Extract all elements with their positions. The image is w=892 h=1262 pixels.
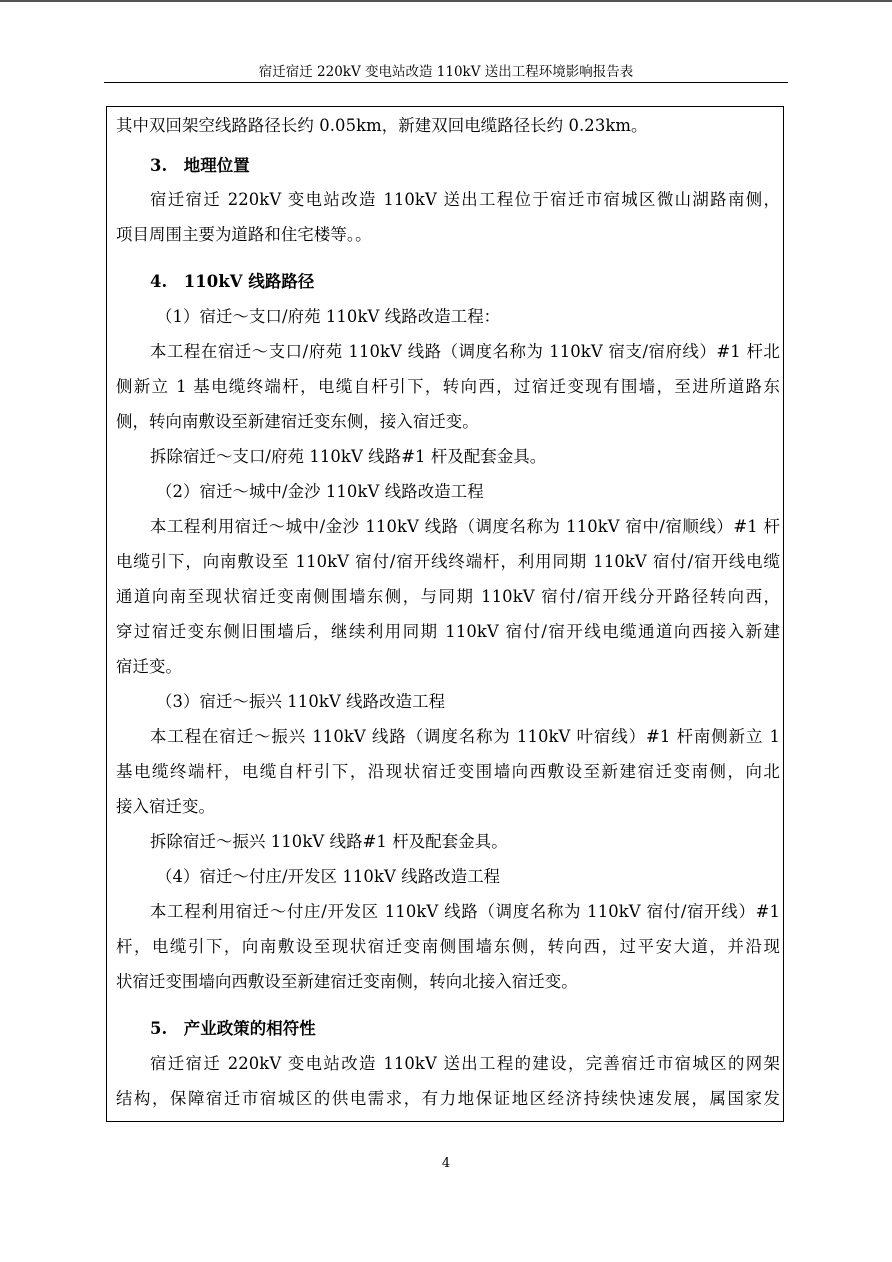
text-line: 电缆引下，向南敷设至 110kV 宿付/宿开线终端杆，利用同期 110kV 宿付/宿开线电缆 (116, 552, 780, 571)
text-line: 杆，电缆引下，向南敷设至现状宿迁变南侧围墙东侧，转向西，过平安大道，并沿现 (116, 937, 780, 956)
page-top-border (0, 0, 892, 2)
text-line: 侧，转向南敷设至新建宿迁变东侧，接入宿迁变。 (116, 412, 479, 431)
text-line: 结构，保障宿迁市宿城区的供电需求，有力地保证地区经济持续快速发展，属国家发 (116, 1089, 780, 1108)
section-heading: 5. 产业政策的相符性 (150, 1019, 316, 1038)
header-divider (104, 82, 788, 83)
text-line: 接入宿迁变。 (116, 797, 215, 816)
running-header-title: 宿迁宿迁 220kV 变电站改造 110kV 送出工程环境影响报告表 (258, 64, 634, 80)
text-line: 宿迁宿迁 220kV 变电站改造 110kV 送出工程位于宿迁市宿城区微山湖路南侧， (150, 190, 780, 209)
text-line: 基电缆终端杆，电缆自杆引下，沿现状宿迁变围墙向西敷设至新建宿迁变南侧，向北 (116, 762, 780, 781)
subsection-heading: （1）宿迁～支口/府苑 110kV 线路改造工程： (156, 307, 501, 326)
text-line: 拆除宿迁～振兴 110kV 线路#1 杆及配套金具。 (150, 832, 508, 851)
section-heading: 3. 地理位置 (150, 156, 250, 175)
text-line: 通道向南至现状宿迁变南侧围墙东侧，与同期 110kV 宿付/宿开线分开路径转向西， (116, 587, 780, 606)
text-line: 本工程在宿迁～振兴 110kV 线路（调度名称为 110kV 叶宿线）#1 杆南侧新立 1 (150, 727, 780, 746)
text-line: 宿迁宿迁 220kV 变电站改造 110kV 送出工程的建设，完善宿迁市宿城区的网架 (150, 1054, 780, 1073)
subsection-heading: （4）宿迁～付庄/开发区 110kV 线路改造工程 (156, 867, 501, 886)
text-line: 其中双回架空线路路径长约 0.05km，新建双回电缆路径长约 0.23km。 (116, 116, 648, 135)
content-frame (106, 106, 784, 1122)
text-line: 穿过宿迁变东侧旧围墙后，继续利用同期 110kV 宿付/宿开线电缆通道向西接入新建 (116, 622, 780, 641)
text-line: 项目周围主要为道路和住宅楼等。。 (116, 225, 372, 244)
text-line: 本工程利用宿迁～城中/金沙 110kV 线路（调度名称为 110kV 宿中/宿顺线）#1 杆 (150, 517, 780, 536)
text-line: 本工程在宿迁～支口/府苑 110kV 线路（调度名称为 110kV 宿支/宿府线）#1 杆北 (150, 342, 780, 361)
text-line: 拆除宿迁～支口/府苑 110kV 线路#1 杆及配套金具。 (150, 447, 547, 466)
page-number: 4 (441, 1156, 451, 1171)
section-heading: 4. 110kV 线路路径 (150, 272, 315, 291)
text-line: 侧新立 1 基电缆终端杆，电缆自杆引下，转向西，过宿迁变现有围墙，至进所道路东 (116, 377, 780, 396)
subsection-heading: （2）宿迁～城中/金沙 110kV 线路改造工程 (156, 482, 484, 501)
subsection-heading: （3）宿迁～振兴 110kV 线路改造工程 (156, 692, 446, 711)
text-line: 本工程利用宿迁～付庄/开发区 110kV 线路（调度名称为 110kV 宿付/宿开线）#1 (150, 902, 780, 921)
text-line: 状宿迁变围墙向西敷设至新建宿迁变南侧，转向北接入宿迁变。 (116, 972, 578, 991)
text-line: 宿迁变。 (116, 657, 182, 676)
